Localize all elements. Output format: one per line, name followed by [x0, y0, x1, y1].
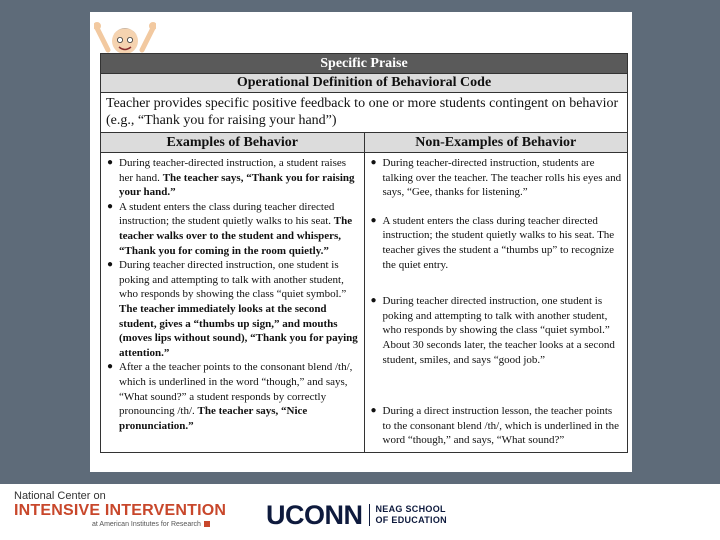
uconn-wordmark: UCONN [266, 500, 363, 530]
nonexample-text: During teacher-directed instruction, students are talking over the teacher. The teacher rolls his eyes and says, “Gee, thanks for listening.” [382, 157, 622, 199]
nci-logo-line1: National Center on [14, 490, 106, 502]
square-icon [204, 521, 210, 527]
bullet-icon: ● [370, 295, 377, 307]
nonexample-text: A student enters the class during teacher directed instruction; the student quietly walks to his seat. The teacher gives the student a “thumbs up” to recognize the quiet entry. [382, 214, 615, 271]
example-praise-text: The teacher immediately looks at the second student, gives a “thumbs up sign,” and mouths (moves lips without sound), “Thank you for paying attention.” [119, 302, 358, 359]
nonexample-item [369, 156, 624, 200]
bullet-icon: ● [107, 361, 114, 373]
table-title: Specific Praise [101, 54, 628, 74]
example-text: After a the teacher points to the consonant blend /th/, which is underlined in the word “though,” and says, “What sound?” a student responds by correctly pronouncing /th/. [119, 361, 353, 418]
operational-definition-header: Operational Definition of Behavioral Code [101, 74, 628, 93]
bullet-icon: ● [370, 405, 377, 417]
example-praise-text: The teacher walks over to the student and whispers, “Thank you for coming in the room quietly.” [119, 215, 353, 257]
logo-divider [369, 504, 370, 526]
footer-bar [0, 484, 720, 540]
nci-logo [14, 490, 226, 530]
nci-logo-line3 [14, 520, 226, 530]
praise-table [100, 53, 628, 453]
neag-school-name [376, 504, 447, 526]
nonexample-text: During teacher directed instruction, one student is poking and attempting to talk with another student, who responds by showing the class “quiet symbol.” About 30 seconds later, the teacher looks at a second student, smiles, and says “good job.” [382, 295, 615, 366]
example-praise-text: The teacher says, “Nice pronunciation.” [119, 405, 308, 432]
nonexample-item [369, 214, 624, 272]
praise-document [90, 12, 632, 472]
school-line1: NEAG SCHOOL [375, 504, 446, 514]
example-item [105, 258, 360, 360]
nonexample-text: During a direct instruction lesson, the teacher points to the consonant blend /th/, which is underlined in the word “though,” and says, “What sound?” [382, 405, 619, 447]
example-text: A student enters the class during teacher directed instruction; the student quietly walks to his seat. [119, 200, 335, 228]
example-praise-text: The teacher says, “Thank you for raising your hand.” [119, 171, 355, 199]
examples-column [101, 153, 365, 453]
bullet-icon: ● [107, 200, 114, 212]
example-item [105, 360, 360, 433]
example-item [105, 200, 360, 258]
bullet-icon: ● [370, 157, 377, 168]
definition-text: Teacher provides specific positive feedback to one or more students contingent on behavior (e.g., “Thank you for raising your hand”) [101, 93, 628, 133]
example-item [105, 156, 360, 200]
nci-logo-line2: INTENSIVE INTERVENTION [14, 502, 227, 519]
nci-logo-air-text: at American Institutes for Research [92, 521, 201, 528]
school-line2: OF EDUCATION [375, 515, 447, 525]
examples-header: Examples of Behavior [101, 133, 365, 153]
uconn-logo [266, 502, 447, 528]
bullet-icon: ● [107, 259, 114, 271]
nonexample-item [369, 404, 624, 448]
example-text: During teacher-directed instruction, a student raises her hand. [119, 157, 347, 184]
nonexamples-header: Non-Examples of Behavior [364, 133, 628, 153]
bullet-icon: ● [370, 214, 377, 226]
nonexamples-column [364, 153, 628, 453]
nonexample-item [369, 294, 624, 367]
bullet-icon: ● [107, 157, 114, 168]
example-text: During teacher directed instruction, one student is poking and attempting to talk with another student, who responds by showing the class “quiet symbol.” [119, 259, 347, 301]
